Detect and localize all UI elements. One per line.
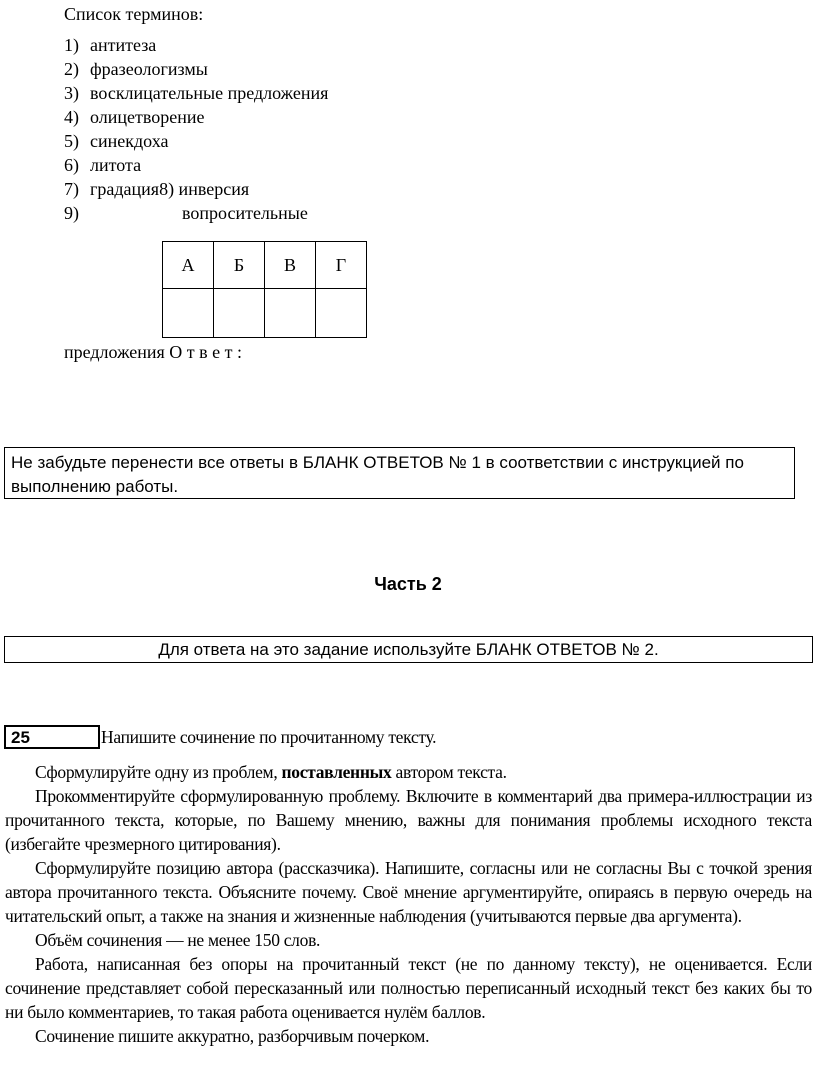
part-note-box — [4, 636, 813, 663]
task-number: 25 — [11, 728, 30, 747]
answer-cell[interactable] — [214, 289, 265, 338]
term-item: 1) антитеза — [64, 35, 157, 55]
answer-header: А — [163, 242, 214, 289]
term-item: 9) вопросительные — [64, 203, 308, 223]
task-title: Напишите сочинение по прочитанному тексту. — [101, 727, 437, 747]
term-item: 5) синекдоха — [64, 131, 169, 151]
term-item: 7) градация8) инверсия — [64, 179, 250, 199]
answer-cell[interactable] — [316, 289, 367, 338]
instruction-paragraph: Прокомментируйте сформулированную проблему. Включите в комментарий два примера-иллюстрации из прочитанного текста, которые, по Вашему мнению, важны для понимания проблемы исходного текста (избегайте чрезмерного цитирования). — [5, 786, 812, 854]
instruction-paragraph: Сформулируйте позицию автора (рассказчика). Напишите, согласны или не согласны Вы с точкой зрения автора прочитанного текста. Объясните почему. Своё мнение аргументируйте, опираясь в первую очередь на читательский опыт, а также на знания и жизненные наблюдения (учитываются первые два аргумента). — [5, 858, 812, 926]
term-item: 3) восклицательные предложения — [64, 83, 329, 103]
term-item: 4) олицетворение — [64, 107, 205, 127]
instruction-paragraph: Объём сочинения — не менее 150 слов. — [35, 930, 321, 950]
instruction-paragraph: Работа, написанная без опоры на прочитанный текст (не по данному тексту), не оценивается. Если сочинение представляет собой пересказанный или полностью переписанный исходный текст без каких бы то ни было комментариев, то такая работа оценивается нулём баллов. — [5, 954, 812, 1022]
term-item: 6) литота — [64, 155, 142, 175]
answer-cell[interactable] — [265, 289, 316, 338]
answer-cell[interactable] — [163, 289, 214, 338]
instruction-paragraph: Сформулируйте одну из проблем, поставленных автором текста. — [35, 762, 507, 782]
answer-label: предложения О т в е т : — [64, 342, 243, 362]
reminder-text: Не забудьте перенести все ответы в БЛАНК ОТВЕТОВ № 1 в соответствии с инструкцией по выполнению работы. — [11, 453, 744, 496]
instruction-paragraph: Сочинение пишите аккуратно, разборчивым почерком. — [35, 1026, 430, 1046]
answer-header: В — [265, 242, 316, 289]
answer-table — [162, 241, 367, 338]
answer-header: Б — [214, 242, 265, 289]
terms-title: Список терминов: — [64, 4, 204, 24]
task-instructions — [5, 760, 812, 1048]
answer-header: Г — [316, 242, 367, 289]
part-note-text: Для ответа на это задание используйте БЛАНК ОТВЕТОВ № 2. — [158, 640, 659, 659]
part-title: Часть 2 — [374, 574, 442, 594]
term-item: 2) фразеологизмы — [64, 59, 208, 79]
reminder-box — [4, 447, 795, 499]
task-number-box — [4, 725, 100, 749]
